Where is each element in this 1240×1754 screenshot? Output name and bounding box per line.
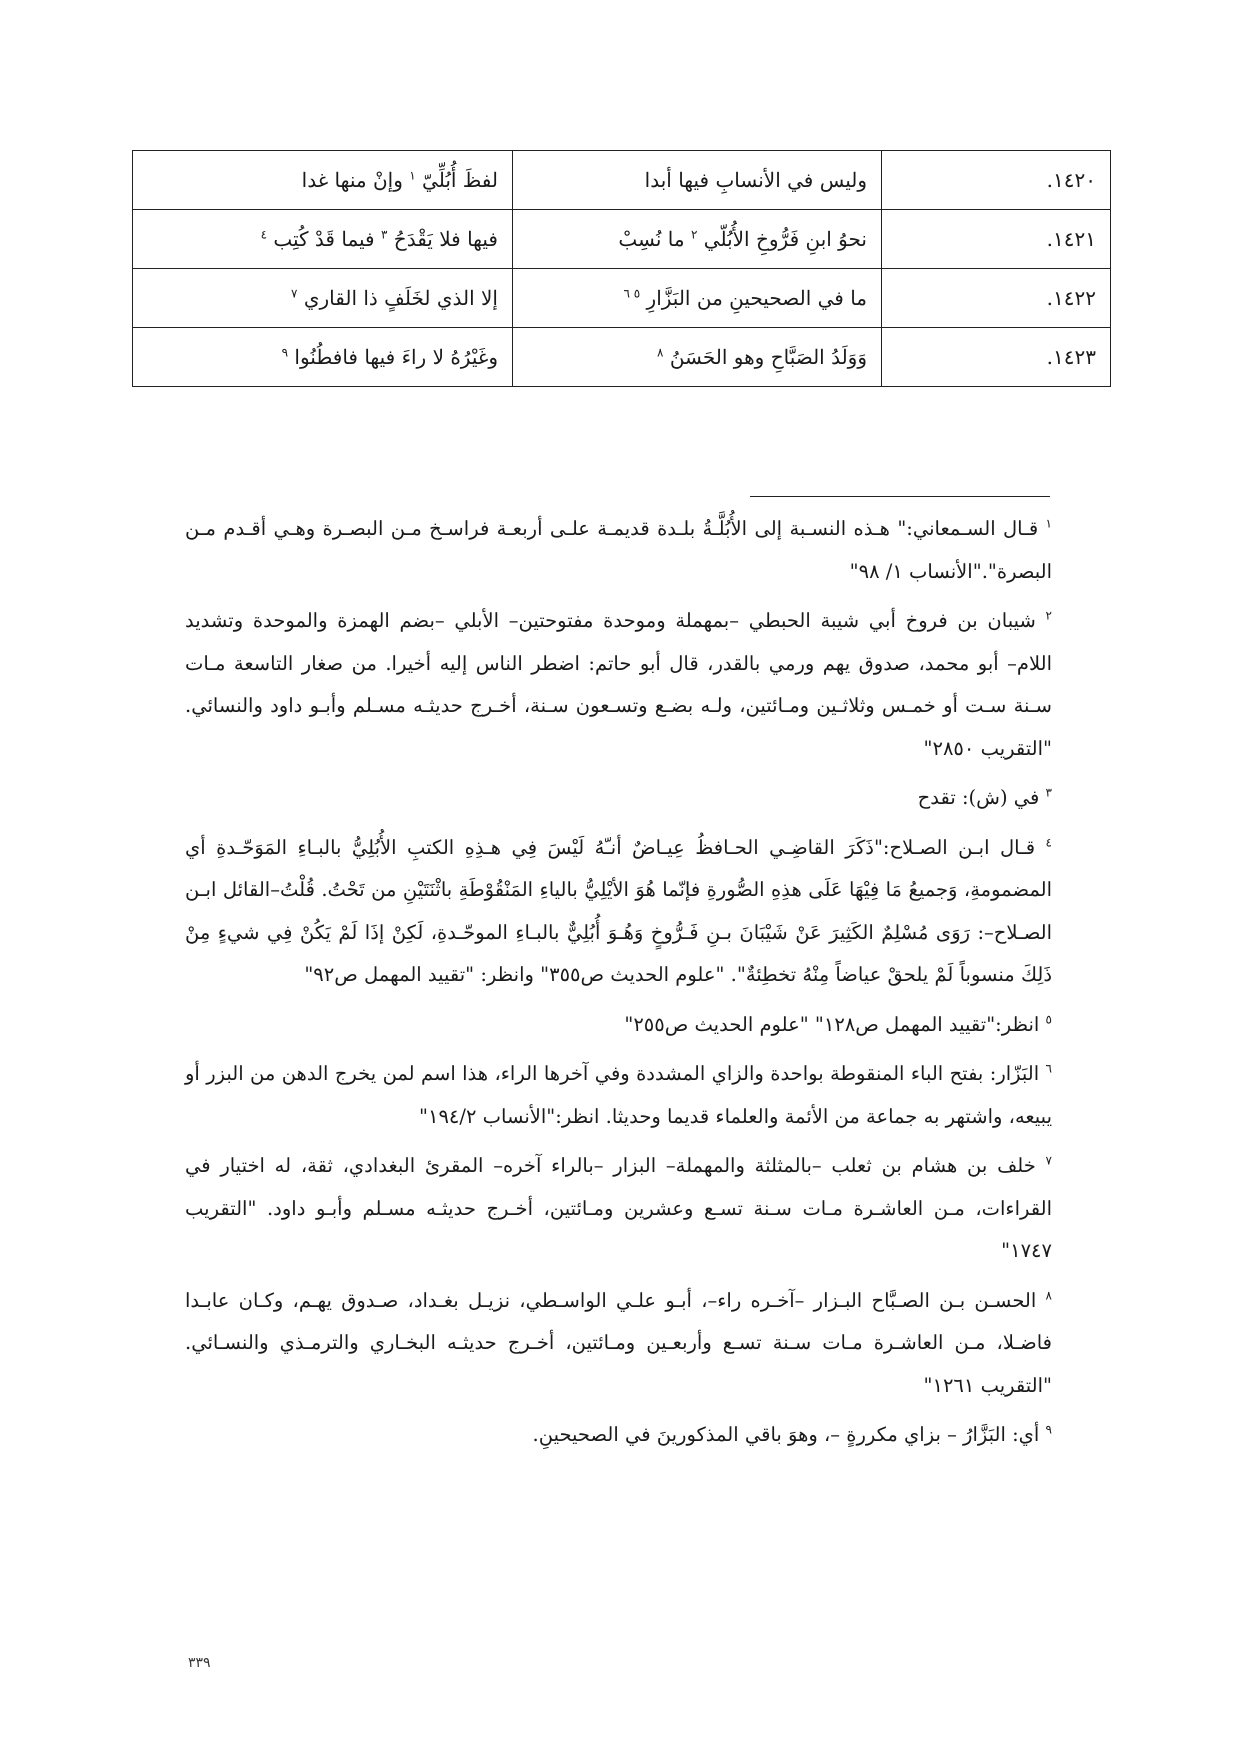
footnote-text: خلف بن هشام بن ثعلب –بالمثلثة والمهملة– البزار –بالراء آخره– المقرئ البغدادي، ثقة، له اختيار في القراءات، مـن العاشـرة مـات سـنة تسـع وعشرين ومـائتين، أخـرج حديثـه مسـلم وأبـو داود. "التقريب ١٧٤٧" <box>185 1154 1052 1262</box>
table-row <box>133 210 1111 269</box>
footnote-ref[interactable]: ٢ <box>690 227 698 242</box>
footnote-number: ٨ <box>1045 1288 1052 1302</box>
footnotes <box>185 508 1052 1464</box>
verse-number: ١٤٢٠. <box>882 151 1111 210</box>
footnote-ref[interactable]: ٩ <box>281 345 289 360</box>
footnote-separator <box>750 496 1050 497</box>
footnote-number: ٩ <box>1045 1422 1052 1437</box>
page-number: ٣٣٩ <box>188 1655 211 1671</box>
footnote-ref[interactable]: ٥ ٦ <box>623 286 641 301</box>
footnote-number: ٥ <box>1045 1012 1052 1026</box>
footnote <box>185 1414 1052 1457</box>
table-row <box>133 151 1111 210</box>
footnote <box>185 1004 1052 1047</box>
verse-second-hemistich: وغَيْرُهُ لا راءَ فيها فافطُنُوا $^٩$ <box>133 328 513 387</box>
verse-number: ١٤٢٣. <box>882 328 1111 387</box>
footnote-number: ٣ <box>1045 785 1052 800</box>
verse-first-hemistich: نحوُ ابنِ فَرُّوخِ الأُبُلّي $^٢$ ما نُسِبْ <box>513 210 882 269</box>
footnote-ref[interactable]: ٨ <box>657 345 664 360</box>
footnote-number: ١ <box>1045 516 1052 531</box>
table-row <box>133 269 1111 328</box>
footnote-ref[interactable]: ٤ <box>260 227 268 242</box>
footnote-text: في (ش): تقدح <box>917 786 1040 809</box>
footnote-text: أي: البَزَّارُ – بزاي مكررةٍ –، وهوَ باقي المذكورينَ في الصحيحينِ. <box>532 1423 1040 1446</box>
verse-number: ١٤٢٢. <box>882 269 1111 328</box>
footnote-ref[interactable]: ١ <box>409 168 416 183</box>
verse-second-hemistich: إلا الذي لخَلَفٍ ذا القاري $^٧$ <box>133 269 513 328</box>
verse-number: ١٤٢١. <box>882 210 1111 269</box>
footnote-text: الحسـن بـن الصـبَّاح البـزار –آخـره راء–، أبـو علـي الواسـطي، نزيـل بغـداد، صـدوق يهـم، وكـان عابـدا فاضـلا، مـن العاشـرة مـات سـنة تسـع وأربعـين ومـائتين، أخـرج حديثـه البخـاري والترمـذي والنسـائي. "التقريب ١٢٦١" <box>185 1288 1052 1397</box>
footnote-number: ٢ <box>1045 608 1052 623</box>
footnote <box>185 827 1052 997</box>
footnote-text: قـال ابـن الصـلاح:"ذَكَرَ القاضِـي الحـافظُ عِيـاضٌ أنـّهُ لَيْسَ فِي هـذِهِ الكتبِ الأُبُلِيُّ بالبـاءِ المَوَحّـدةِ أي المضمومةِ، وَجميعُ مَا فِيْهَا عَلَى هذِهِ الصُّورةِ فإنّما هُوَ الأيْلِيُّ بالياءِ المَنْقُوْطَةِ باثْنَتَيْنِ من تَحْتُ. قُلْتُ–القائل ابـن الصـلاح–: رَوَى مُسْلِمٌ الكَثِيرَ عَنْ شَيْبَانَ بـنِ فَـرُّوخٍ وَهُـوَ أُبُلِيٌّ بالبـاءِ الموحّـدةِ، لَكِنْ إذَا لَمْ يَكُنْ فِي شيءٍ مِنْ ذَلِكَ منسوباً لَمْ يلحقْ عياضاً مِنْهُ تخطِئةٌ". "علوم الحديث ص٣٥٥" وانظر: "تقييد المهمل ص٩٢" <box>185 835 1052 986</box>
footnote-ref[interactable]: ٧ <box>291 286 298 301</box>
verse-second-hemistich: فيها فلا يَقْدَحُ $^٣$ فيما قَدْ كُتِب $^٤$ <box>133 210 513 269</box>
footnote <box>185 1280 1052 1408</box>
footnote-text: قـال السـمعاني:" هـذه النسـبة إلى الأُبُلَّـةُ بلـدة قديمـة علـى أربعـة فراسـخ مـن البصـرة وهـي أقـدم مـن البصرة"."الأنساب ١/ ٩٨" <box>185 517 1052 583</box>
table-row <box>133 328 1111 387</box>
footnote <box>185 600 1052 770</box>
footnote-number: ٤ <box>1045 835 1052 849</box>
footnote-ref[interactable]: ٣ <box>380 227 388 242</box>
verse-first-hemistich: ما في الصحيحينِ من البَزَّارِ $^{٥ ٦}$ <box>513 269 882 328</box>
footnote <box>185 777 1052 820</box>
footnote-number: ٧ <box>1045 1153 1052 1168</box>
footnote <box>185 508 1052 593</box>
footnote-number: ٦ <box>1045 1061 1052 1076</box>
verse-first-hemistich: وَوَلَدُ الصَبَّاحِ وهو الحَسَنُ $^٨$ <box>513 328 882 387</box>
verse-table <box>132 150 1111 387</box>
verse-second-hemistich: لفظَ أُبُلِّيّ $^١$ وإنْ منها غدا <box>133 151 513 210</box>
verse-first-hemistich: وليس في الأنسابِ فيها أبدا <box>513 151 882 210</box>
footnote-text: انظر:"تقييد المهمل ص١٢٨" "علوم الحديث ص٢٥٥" <box>624 1012 1040 1036</box>
footnote-text: شيبان بن فروخ أبي شيبة الحبطي –بمهملة وموحدة مفتوحتين– الأبلي –بضم الهمزة والموحدة وتشديد اللام– أبو محمد، صدوق يهم ورمي بالقدر، قال أبو حاتم: اضطر الناس إليه أخيرا. من صغار التاسعة مـات سـنة سـت أو خمـس وثلاثـين ومـائتين، ولـه بضـع وتسـعون سـنة، أخـرج حديثـه مسـلم وأبـو داود والنسائي. "التقريب ٢٨٥٠" <box>185 609 1052 760</box>
footnote <box>185 1053 1052 1138</box>
footnote-text: البَزّار: بفتح الباء المنقوطة بواحدة والزاي المشددة وفي آخرها الراء، هذا اسم لمن يخرج الدهن من البزر أو يبيعه، واشتهر به جماعة من الأئمة والعلماء قديما وحديثا. انظر:"الأنساب ١٩٤/٢" <box>185 1062 1052 1128</box>
footnote <box>185 1145 1052 1273</box>
